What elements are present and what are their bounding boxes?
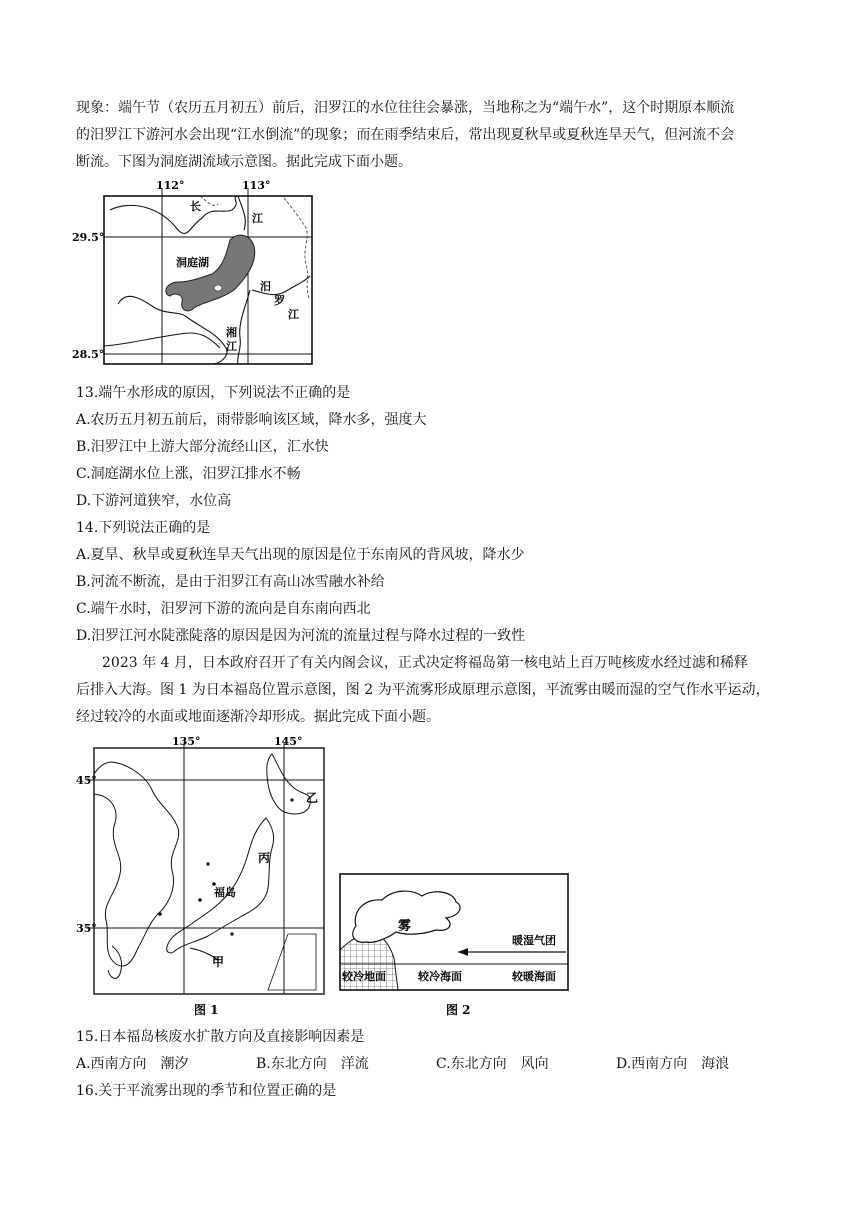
- q15-option-a: A.西南方向 潮汐: [76, 1056, 189, 1072]
- label-bing: 丙: [258, 851, 271, 865]
- q14-stem: 14.下列说法正确的是: [76, 520, 211, 536]
- passage1-line-3: 断流。下图为洞庭湖流域示意图。据此完成下面小题。: [76, 154, 412, 170]
- label-jiang-xiang: 江: [226, 340, 237, 353]
- lat-28-5-label: 28.5°: [72, 348, 105, 361]
- q16-stem: 16.关于平流雾出现的季节和位置正确的是: [76, 1083, 337, 1099]
- label-jiang-miluo: 江: [288, 308, 299, 321]
- q15-option-b: B.东北方向 洋流: [256, 1056, 369, 1072]
- label-fukushima: 福岛: [214, 886, 236, 899]
- q13-option-b: B.汨罗江中上游大部分流经山区，汇水快: [76, 439, 329, 455]
- label-cold-land: 较冷地面: [342, 970, 386, 983]
- q15-stem: 15.日本福岛核废水扩散方向及直接影响因素是: [76, 1029, 365, 1045]
- label-warm-sea: 较暖海面: [512, 970, 556, 983]
- passage2-line-2: 后排入大海。图 1 为日本福岛位置示意图，图 2 为平流雾形成原理示意图，平流雾由暖而湿的空气作水平运动，: [76, 682, 770, 698]
- advection-fog-diagram: [338, 872, 574, 1018]
- q15-option-c: C.东北方向 风向: [436, 1056, 549, 1072]
- dongting-lake-map: [70, 178, 330, 370]
- passage2-line-3: 经过较冷的水面或地面逐渐冷却形成。据此完成下面小题。: [76, 709, 440, 725]
- label-luo: 罗: [274, 294, 285, 307]
- lat-45-label: 45°: [76, 774, 97, 787]
- lat-35-label: 35°: [76, 922, 97, 935]
- q13-option-a: A.农历五月初五前后，雨带影响该区域，降水多，强度大: [76, 412, 427, 428]
- q14-option-c: C.端午水时，汨罗河下游的流向是自东南向西北: [76, 601, 371, 617]
- label-cold-sea: 较冷海面: [418, 970, 462, 983]
- q13-stem: 13.端午水形成的原因，下列说法不正确的是: [76, 385, 351, 401]
- q13-option-c: C.洞庭湖水位上涨，汨罗江排水不畅: [76, 466, 301, 482]
- fig2-caption: 图 2: [446, 1003, 471, 1017]
- label-yi: 乙: [306, 791, 319, 805]
- label-xiang: 湘: [226, 326, 237, 339]
- label-mi: 汨: [260, 280, 271, 293]
- q14-option-b: B.河流不断流，是由于汨罗江有高山冰雪融水补给: [76, 574, 385, 590]
- passage2-line-1: 2023 年 4 月，日本政府召开了有关内阁会议，正式决定将福岛第一核电站上百万吨核废水经过滤和稀释: [102, 655, 748, 671]
- q14-option-d: D.汨罗江河水陡涨陡落的原因是因为河流的流量过程与降水过程的一致性: [76, 628, 526, 644]
- fig1-caption: 图 1: [194, 1003, 219, 1017]
- japan-fukushima-map: [72, 734, 332, 1018]
- label-jiang-upper: 江: [252, 212, 263, 225]
- label-dongting-lake: 洞庭湖: [176, 256, 209, 269]
- lat-29-5-label: 29.5°: [72, 231, 105, 244]
- q14-option-a: A.夏旱、秋旱或夏秋连旱天气出现的原因是位于东南风的背风坡，降水少: [76, 547, 525, 563]
- label-fog: 雾: [398, 919, 412, 934]
- label-chang: 长: [190, 200, 201, 213]
- q13-option-d: D.下游河道狭窄，水位高: [76, 493, 232, 509]
- q15-option-d: D.西南方向 海浪: [616, 1056, 730, 1072]
- lon-145-label: 145°: [274, 735, 303, 748]
- passage1-line-2: 的汨罗江下游河水会出现“江水倒流”的现象；而在雨季结束后，常出现夏秋旱或夏秋连旱天气，但河流不会: [76, 127, 735, 143]
- label-warm-air: 暖湿气团: [512, 934, 556, 947]
- passage1-line-1: 现象：端午节（农历五月初五）前后，汨罗江的水位往往会暴涨，当地称之为“端午水”，这个时期原本顺流: [76, 100, 735, 116]
- lon-113-label: 113°: [242, 179, 271, 192]
- lon-112-label: 112°: [156, 179, 185, 192]
- lon-135-label: 135°: [172, 735, 201, 748]
- label-jia: 甲: [212, 955, 225, 969]
